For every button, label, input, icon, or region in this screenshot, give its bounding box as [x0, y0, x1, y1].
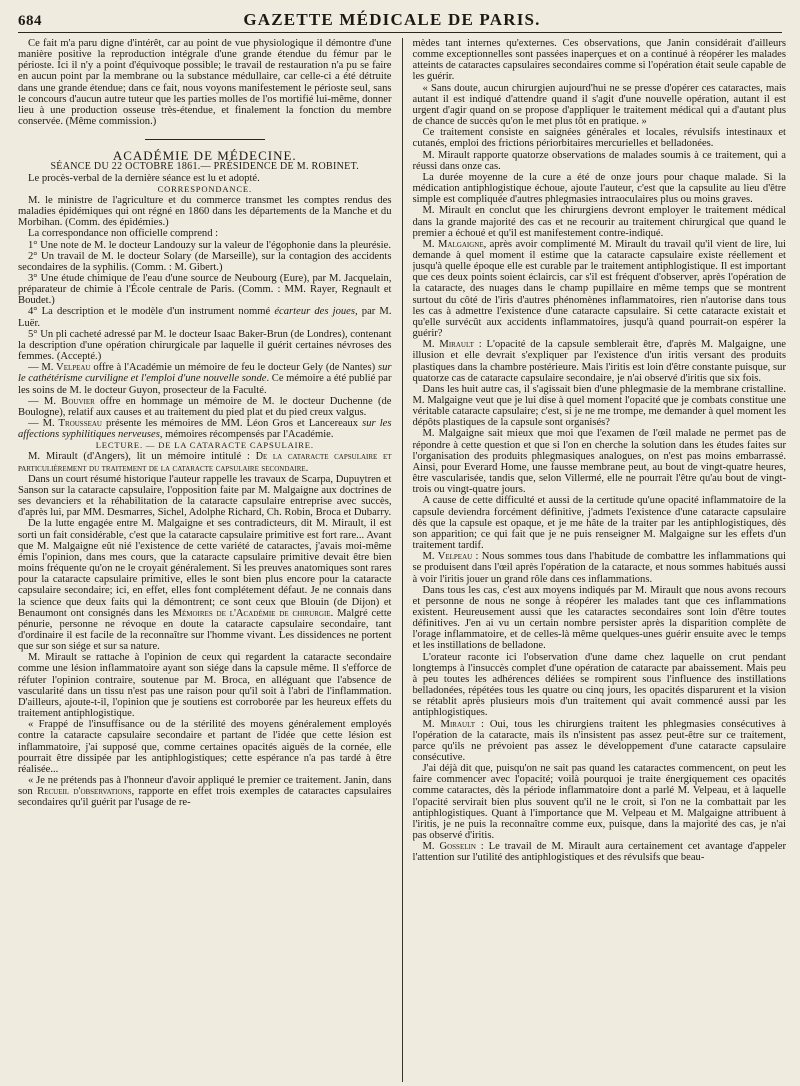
journal-title: GAZETTE MÉDICALE DE PARIS.	[243, 10, 541, 29]
seance-line: SÉANCE DU 22 OCTOBRE 1861.— PRÉSIDENCE DE M. ROBINET.	[50, 161, 360, 173]
paragraph-quatorze: M. Mirault rapporte quatorze observations de malades soumis à ce traitement, qui a réussi dans onze cas.	[412, 149, 786, 172]
paragraph-orateur: L'orateur raconte ici l'observation d'une dame chez laquelle on crut pendant longtemps à l'insuccès complet d'une opération de cataracte par abaissement. Mais peu à peu toutes les adhérences déliées se rompirent sous l'influence des instillations belladonées, répétées tous les quatre ou cinq jours, les opacités disparurent et la vision se rétablit après plusieurs mois d'un traitement qui avait commencé aussi par les antiphlogistiques.	[412, 651, 786, 719]
speaker-name: M. Trousseau	[42, 418, 102, 429]
item4-text: 4° La description et le modèle d'un instrument nommé	[28, 306, 275, 318]
mirault-reply-text: : L'opacité de la capsule semblerait être, d'après M. Malgaigne, une illusion et elle devrait s'expliquer par l'existence d'un iritis versant des produits plastiques dans la chambre postérieure. Mais l'iritis est loin d'être constante puisque, sur quatorze cas de cataracte capsulaire secondaire, je n'ai observé d'iritis que six fois.	[412, 339, 786, 384]
paragraph-autre-cas: Dans les huit autre cas, il s'agissait bien d'une phlegmasie de la membrane cristalline. M. Malgaigne veut que je lui dise à quel moment l'opacité que je combats constitue une véritable cataracte capsulaire; c'est, si je ne me trompe, me demander à quel moment les dépôts plastiques de la capsule sont organisés?	[412, 383, 786, 429]
pretends-text: « Je ne prétends pas à l'honneur d'avoir appliqué le premier ce traitement. Janin, dans son	[18, 775, 392, 798]
paragraph-correspondance-intro: La correspondance non officielle comprend :	[28, 228, 219, 240]
lutte-text: De la lutte engagée entre M. Malgaigne et ses contradicteurs, dit M. Mirault, il est sorti un fait considérable, c'est que la cataracte capsulaire primitive est fort rare... Avant que M. Malgaigne eût nié l'existence de cette variété de cataractes, j'avais moi-même émis l'opinion, dans mes cours, que la cataracte capsulaire primitive devait être bien moins fréquente qu'on ne le croyait généralement. Si les preuves anatomiques sont rares pour la cataracte capsulaire primitive, elles le sont bien plus encore pour la cataracte capsulaire secondaire; ici, en effet, elles font complétement défaut. Je ne connais dans la science que deux faits qui la démontrent; ce sont ceux que Blouin (de Dijon) et Benaumont ont consignés dans les	[18, 518, 392, 619]
section-rule	[145, 139, 265, 140]
page-number: 684	[18, 13, 42, 29]
paragraph-mirault-reply	[413, 339, 787, 384]
item4-emphasis: écarteur des joues	[274, 306, 355, 318]
paragraph-rattache: M. Mirault se rattache à l'opinion de ceux qui regardent la cataracte secondaire comme une lésion inflammatoire ayant son siége dans la capsule même. Il s'efforce de réfuter l'opinion contraire, soutenue par M. Broca, en alléguant que l'absence de vascularité dans un tissu n'est pas une raison pour qu'il soit à l'abri de l'inflammation. D'ailleurs, ajoute-t-il, l'opinion que je soutiens est corroborée par les heureux effets du traitement antiphlogistique.	[18, 652, 392, 720]
paragraph-mirault-lecture	[18, 451, 392, 473]
speaker-name: M. Velpeau	[41, 362, 91, 374]
speaker-name: M. Mirault	[422, 339, 474, 351]
paragraph-gosselin	[413, 841, 787, 863]
mirault-oui-text: : Oui, tous les chirurgiens traitent les phlegmasies consécutives à l'opération de la cataracte, mais ils n'insistent pas assez peut-être sur ce traitement, parce qu'ils ne prévoient pas assez le développement d'une cataracte capsulaire consécutive.	[412, 718, 786, 763]
paragraph-duree: La durée moyenne de la cure a été de onze jours pour chaque malade. Si la médication antiphlogistique échoue, ajoute l'auteur, c'est que la capsulite au lieu d'être simple est compliquée d'autres phlegmasies intraoculaires plus ou moins graves.	[412, 171, 786, 206]
paragraph-resume: Dans un court résumé historique l'auteur rappelle les travaux de Scarpa, Dupuytren et Sanson sur la cataracte capsulaire, l'opposition faite par M. Malgaigne aux doctrines de ses devanciers et la réhabilitation de la cataracte capsulaire entreprise avec succès, d'après lui, par MM. Desmarres, Sichel, Adolphe Richard, Ch. Robin, Broca et Dubarry.	[18, 473, 392, 519]
paragraph-frappe: « Frappé de l'insuffisance ou de la stérilité des moyens généralement employés contre la cataracte capsulaire secondaire et partant de l'idée que cette lésion est inflammatoire, j'ai supposé que, comme certaines opacités aiguës de la cornée, elle pourrait être dissipée par les antiphlogistiques; cette espérance n'a pas tardé à être réalisée...	[18, 719, 392, 775]
velpeau-emphasis: sur le cathétérisme curviligne et l'emploi d'une nouvelle sonde	[18, 362, 392, 385]
paragraph-velpeau: — M. Velpeau offre à l'Académie un mémoire de feu le docteur Gely (de Nantes) sur le cathétérisme curviligne et l'emploi d'une nouvelle sonde. Ce mémoire a été publié par les soins de M. le docteur Guyon, prosecteur de la Faculté.	[18, 362, 392, 396]
pretends-reference: Recueil d'observations	[37, 786, 132, 798]
trousseau-emphasis: sur les affections syphilitiques nerveuses	[18, 418, 392, 441]
speaker-name: M. Gosselin	[422, 841, 476, 853]
paragraph-cause: A cause de cette difficulté et aussi de la certitude qu'une opacité inflammatoire de la capsule deviendra forcément définitive, j'admets l'existence d'une cataracte capsulaire dès que la capsule est opaque, et je me hâte de la traiter par les antiphlogistiques, dès son apparition; ce qui fait que je ne puis renseigner M. Malgaigne sur les effets d'un traitement tardif.	[412, 495, 786, 552]
correspondance-item-3: 3° Une étude chimique de l'eau d'une source de Neubourg (Eure), par M. Jacquelain, préparateur de chimie à l'École centrale de Paris. (Comm. : MM. Rayer, Regnault et Boudet.)	[18, 272, 392, 307]
paragraph-malgaigne-sait: M. Malgaigne sait mieux que moi que l'examen de l'œil malade ne permet pas de répondre à cette question et que si l'on en cherche la solution dans les études faites sur l'organisation des produits phlegmasiques analogues, on n'est pas moins embarrassé. Ainsi, pour Everard Home, une fausse membrane peut, au bout de vingt-quatre heures, être vascularisée, tandis que, selon Villermé, elle ne pourrait l'être qu'au bout de vingt-trois ou vingt-quatre jours.	[412, 428, 786, 496]
paragraph-conclut: M. Mirault en conclut que les chirurgiens devront employer le traitement médical dans la grande majorité des cas et ne recourir au traitement chirurgical que quand le premier a échoué et qu'il est manifestement contre-indiqué.	[412, 205, 786, 239]
paragraph-deja: J'ai déjà dit que, puisqu'on ne sait pas quand les cataractes commencent, on peut les faire commencer avec l'opacité; voilà pourquoi je traite énergiquement ces opacités comme cataractes, dès la période inflammatoire dont a parlé M. Velpeau, et à laquelle l'opacité servirait bien plus souvent qu'il ne le croit, si l'on ne la combattait par les antiphlogistiques. Quant à l'importance que M. Velpeau et M. Malgaigne attribuent à l'iritis, je ne puis la reconnaître comme eux, puisque, dans la majorité des cas, je n'ai pas observé d'iritis.	[412, 763, 786, 842]
columns	[18, 38, 786, 1082]
page-header	[18, 10, 782, 33]
memoir-title: De la cataracte capsulaire et particulièrement du traitement de la cataracte capsulaire secondaire.	[18, 451, 392, 474]
paragraph-sans-doute: « Sans doute, aucun chirurgien aujourd'hui ne se presse d'opérer ces cataractes, mais autant il est indiqué d'attendre quand il s'agit d'une nouvelle opération, autant il est urgent d'agir quand on se propose d'appliquer le traitement médical qui a d'autant plus de chance de succès qu'on le met plus tôt en pratique. »	[412, 82, 786, 128]
lutte-reference: Mémoires de l'Académie de chirurgie	[172, 607, 331, 619]
paragraph-medes: mèdes tant internes qu'externes. Ces observations, que Janin considérait d'ailleurs comme exceptionnelles sont passées inaperçues et on a continué à réopérer les malades atteints de cataractes capsulaires secondaires comme si l'opération était seule capable de les guérir.	[412, 38, 786, 83]
velpeau-text: offre à l'Académie un mémoire de feu le docteur Gely (de Nantes)	[90, 362, 378, 374]
paragraph-traitement: Ce traitement consiste en saignées générales et locales, révulsifs intestinaux et cutanés, emploi des frictions périorbitaires mercurielles et belladonées.	[412, 127, 786, 150]
paragraph-dans-tous: Dans tous les cas, c'est aux moyens indiqués par M. Mirault que nous avons recours et personne de nous ne songe à réopérer les malades tant que ces inflammations existent. Heureusement aussi que les cataractes secondaires sont loin d'être toutes définitives. J'en ai vu un certain nombre persister après la disparition complète de l'orage inflammatoire, et de celles-là même quelques-unes guérir ensuite avec le temps et les instillations de belladone.	[412, 584, 786, 652]
paragraph-lutte	[18, 518, 392, 652]
correspondance-title: CORRESPONDANCE.	[157, 183, 252, 194]
right-column	[413, 38, 787, 1082]
trousseau-text: présente les mémoires de MM. Léon Gros et Lancereaux	[101, 418, 363, 429]
column-divider	[402, 38, 403, 1082]
intro-paragraph: Ce fait m'a paru digne d'intérêt, car au point de vue physiologique il démontre d'une manière positive la reproduction intégrale d'une grande étendue du fémur par le périoste. Ici il n'y a point d'équivoque possible; le travail de restauration n'a pu se faire en aucun point par la membrane ou la substance médullaire, car celle-ci a été détruite dans une grande étendue; dans ce fait, nous voyons manifestement le périoste seul, sans le concours d'aucun autre tuteur que les parties molles de l'os mortifié lui-même, donner lieu à une production osseuse très-étendue, et finalement la fonction du membre conservée. (Même commission.)	[18, 38, 392, 128]
speaker-name: M. Velpeau	[422, 551, 473, 563]
paragraph-bouvier: — M. Bouvier offre en hommage un mémoire de M. le docteur Duchenne (de Boulogne), relatif aux causes et au traitement du pied plat et du pied creux valgus.	[18, 395, 392, 418]
item4-text-end: , par M. Luër.	[18, 306, 392, 329]
correspondance-item-4	[18, 306, 392, 328]
speaker-name: M. Malgaigne	[422, 238, 484, 250]
correspondance-item-5: 5° Un pli cacheté adressé par M. le docteur Isaac Baker-Brun (de Londres), contenant la description d'une opération chirurgicale par laquelle il guérit certaines névroses des femmes. (Accepté.)	[18, 328, 392, 363]
paragraph-malgaigne-question	[413, 239, 787, 339]
left-column	[18, 38, 392, 1082]
correspondance-item-2: 2° Un travail de M. le docteur Solary (de Marseille), sur la contagion des accidents secondaires de la syphilis. (Comm. : M. Gibert.)	[18, 250, 392, 273]
section-title: ACADÉMIE DE MÉDECINE.	[112, 148, 297, 164]
gosselin-text: : Le travail de M. Mirault aura certainement cet avantage d'appeler l'attention sur l'utilité des antiphlogistiques et des révulsifs que beau-	[412, 841, 786, 864]
correspondance-item-1: 1° Une note de M. le docteur Landouzy sur la valeur de l'égophonie dans la pleurésie.	[28, 239, 391, 251]
paragraph-pretends	[18, 775, 392, 808]
pretends-text-end: , rapporte en effet trois exemples de cataractes capsulaires secondaires qu'il guérit par l'usage de re-	[18, 786, 392, 809]
malgaigne-text: , après avoir complimenté M. Mirault du travail qu'il vient de lire, lui demande à quel moment il estime que la cataracte capsulaire existe réellement et jusqu'à quelle époque elle est curable par le traitement antiphlogistique. Il est important que ces deux points soient éclaircis, car s'il est fréquent d'observer, après l'opération de la cataracte, des nuages dans le champ pupillaire en même temps que se montrent surtout du côté de l'iris d'autres phénomènes inflammatoires, rien n'autorise dans tous les cas à admettre l'existence d'une cataracte capsulaire. Si cette cataracte existait et qu'elle survécût aux accidents inflammatoires, jusqu'à quand pourrait-on espérer la guérir?	[412, 238, 786, 340]
paragraph-velpeau-reply	[413, 551, 787, 584]
paragraph-ministre: M. le ministre de l'agriculture et du commerce transmet les comptes rendus des maladies épidémiques qui ont régné en 1860 dans les départements de la Manche et du Morbihan. (Comm. des épidémies.)	[18, 194, 392, 229]
proces-verbal: Le procès-verbal de la dernière séance est lu et adopté.	[28, 172, 260, 184]
paragraph-trousseau: — M. Trousseau présente les mémoires de MM. Léon Gros et Lancereaux sur les affections syphilitiques nerveuses, mémoires récompensés par l'Académie.	[18, 418, 392, 441]
paragraph-mirault-oui	[413, 719, 787, 764]
trousseau-text-end: , mémoires récompensés par l'Académie.	[159, 429, 334, 441]
lutte-text-end: . Malgré cette pénurie, personne ne révoque en doute la cataracte capsulaire secondaire, tant d'ordinaire il est facile de la reconnaître sur l'homme vivant. Les dissidences ne portent que sur son siége et sur sa nature.	[18, 607, 392, 653]
speaker-name: M. Mirault	[422, 718, 475, 730]
bouvier-text: offre en hommage un mémoire de M. le docteur Duchenne (de Boulogne), relatif aux causes et au traitement du pied plat et du pied creux valgus.	[18, 395, 392, 418]
speaker-name: M. Bouvier	[43, 395, 95, 407]
velpeau-text-end: . Ce mémoire a été publié par les soins de M. le docteur Guyon, prosecteur de la Faculté.	[18, 373, 392, 396]
velpeau-reply-text: : Nous sommes tous dans l'habitude de combattre les inflammations qui se produisent dans l'œil après l'opération de la cataracte, et nous sommes habitués aussi à voir l'iritis jouer un grand rôle dans ces inflammations.	[412, 551, 786, 585]
mirault-text: M. Mirault (d'Angers), lit un mémoire intitulé :	[28, 451, 256, 463]
lecture-title: LECTURE. — DE LA CATARACTE CAPSULAIRE.	[95, 440, 314, 451]
